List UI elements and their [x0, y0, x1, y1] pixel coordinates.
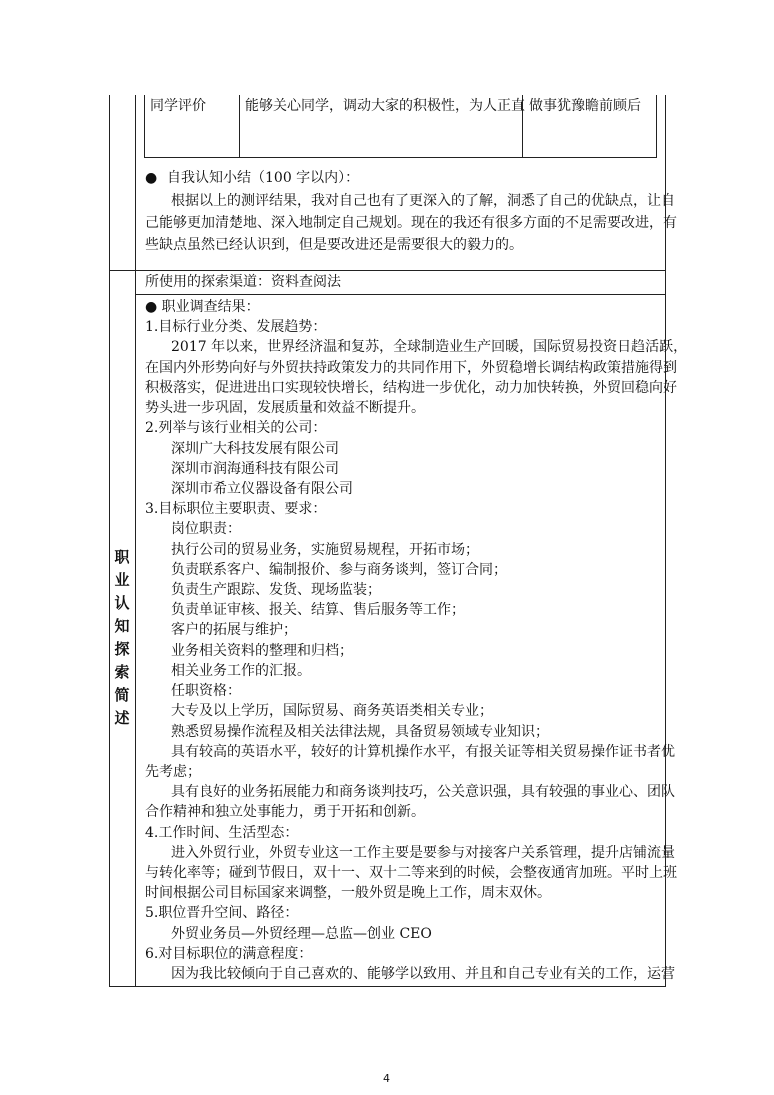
- page-number: 4: [383, 1072, 390, 1085]
- career-line: 5.职位晋升空间、路径：: [145, 905, 299, 922]
- career-line: 具有良好的业务拓展能力和商务谈判技巧，公关意识强，具有较强的事业心、团队: [171, 784, 675, 801]
- side-column-divider: [135, 95, 136, 987]
- career-line: 深圳市润海通科技有限公司: [171, 460, 339, 477]
- career-line: 势头进一步巩固，发展质量和效益不断提升。: [145, 400, 425, 417]
- career-line: 时间根据公司目标国家来调整，一般外贸是晚上工作，周末双休。: [145, 885, 551, 902]
- career-line: 进入外贸行业，外贸专业这一工作主要是要参与对接客户关系管理，提升店铺流量: [171, 844, 675, 861]
- career-line: 深圳广大科技发展有限公司: [171, 440, 339, 457]
- career-line: 深圳市希立仪器设备有限公司: [171, 480, 353, 497]
- career-line: ● 职业调查结果：: [145, 299, 260, 315]
- summary-line: 根据以上的测评结果，我对自己也有了更深入的了解，洞悉了自己的优缺点，让自: [171, 193, 675, 209]
- career-line: 先考虑；: [145, 763, 201, 780]
- career-line: 积极落实，促进进出口实现较快增长，结构进一步优化，动力加快转换，外贸回稳向好: [145, 379, 677, 396]
- table-bottom-border: [109, 986, 666, 987]
- career-line: 在国内外形势向好与外贸扶持政策发力的共同作用下，外贸稳增长调结构政策措施得到: [145, 359, 677, 376]
- career-line: 2017 年以来，世界经济温和复苏，全球制造业生产回暖，国际贸易投资日趋活跃，: [171, 339, 688, 356]
- summary-line: 己能够更加清楚地、深入地制定自己规划。现在的我还有很多方面的不足需要改进，有: [145, 215, 677, 231]
- peer-eval-label: 同学评价: [150, 98, 206, 114]
- summary-line: 些缺点虽然已经认识到，但是要改进还是需要很大的毅力的。: [145, 237, 523, 253]
- section-divider: [109, 270, 666, 271]
- career-line: 任职资格：: [171, 683, 241, 699]
- career-line: 岗位职责：: [171, 521, 241, 538]
- career-line: 与转化率等；碰到节假日，双十一、双十二等来到的时候，会整夜通宵加班。平时上班: [145, 864, 677, 881]
- career-line: 大专及以上学历，国际贸易、商务英语类相关专业；: [171, 703, 493, 720]
- career-line: 因为我比较倾向于自己喜欢的、能够学以致用、并且和自己专业有关的工作，运营: [171, 966, 675, 982]
- career-line: 负责联系客户、编制报价、参与商务谈判，签订合同；: [171, 561, 507, 578]
- career-line: 执行公司的贸易业务，实施贸易规程，开拓市场；: [171, 541, 479, 558]
- exploration-channel: 所使用的探索渠道：资料查阅法: [145, 274, 341, 290]
- career-line: 1.目标行业分类、发展趋势：: [145, 319, 327, 336]
- career-line: 业务相关资料的整理和归档；: [171, 642, 353, 659]
- career-line: 4.工作时间、生活型态：: [145, 824, 299, 841]
- summary-bullet: ●: [145, 170, 158, 186]
- career-line: 相关业务工作的汇报。: [171, 662, 311, 679]
- peer-eval-strengths: 能够关心同学，调动大家的积极性，为人正直: [245, 98, 525, 114]
- career-line: 具有较高的英语水平，较好的计算机操作水平，有报关证等相关贸易操作证书者优: [171, 743, 675, 760]
- career-line: 6.对目标职位的满意程度：: [145, 945, 313, 962]
- career-line: 负责单证审核、报关、结算、售后服务等工作；: [171, 602, 465, 619]
- career-line: 外贸业务员—外贸经理—总监—创业 CEO: [171, 925, 432, 942]
- channel-row-divider: [135, 294, 666, 295]
- career-line: 2.列举与该行业相关的公司：: [145, 420, 327, 437]
- peer-eval-weaknesses: 做事犹豫瞻前顾后: [529, 98, 641, 114]
- career-line: 熟悉贸易操作流程及相关法律法规，具备贸易领域专业知识；: [171, 723, 549, 740]
- career-line: 3.目标职位主要职责、要求：: [145, 501, 327, 518]
- career-line: 负责生产跟踪、发货、现场监装；: [171, 582, 381, 598]
- career-line: 客户的拓展与维护；: [171, 622, 297, 639]
- summary-title: 自我认知小结（100 字以内）：: [167, 170, 360, 186]
- career-line: 合作精神和独立处事能力，勇于开拓和创新。: [145, 804, 425, 821]
- outer-left-border: [109, 95, 110, 987]
